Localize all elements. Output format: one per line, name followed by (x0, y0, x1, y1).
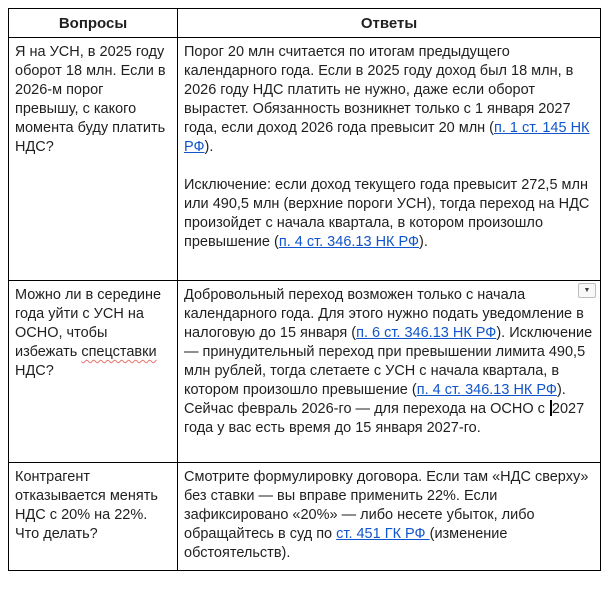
column-header-answers: Ответы (178, 9, 601, 38)
question-text-part: Можно ли в середине года уйти с УСН на ОСНО, чтобы избежать (15, 287, 162, 360)
answer-text: ). (419, 234, 428, 250)
answer-cell[interactable] (178, 463, 601, 571)
question-cell[interactable] (9, 463, 178, 571)
question-text-part: НДС? (15, 363, 54, 379)
answer-cell[interactable] (178, 281, 601, 463)
law-link-p6-st346[interactable]: п. 6 ст. 346.13 НК РФ (356, 325, 497, 341)
answer-text: 2027 года у вас есть время до 15 января 2027-го. (184, 401, 585, 436)
faq-table (8, 8, 601, 571)
misspelled-word: спецставки (81, 344, 157, 360)
law-link-p1-st145[interactable]: п. 1 ст. 145 НК РФ (184, 120, 590, 155)
question-text (15, 286, 170, 381)
law-link-p4-st346[interactable]: п. 4 ст. 346.13 НК РФ (278, 234, 420, 250)
question-text: Я на УСН, в 2025 году оборот 18 млн. Если в 2026-м порог превышу, с какого момента буду платить НДС? (15, 44, 166, 155)
header-row (9, 9, 601, 38)
answer-paragraph (184, 286, 593, 438)
answer-text: ). Сейчас февраль 2026-го — для перехода на ОСНО с (184, 382, 566, 417)
table-row (9, 281, 601, 463)
answer-paragraph (184, 468, 593, 563)
answer-paragraph (184, 176, 593, 252)
answer-text: Порог 20 млн считается по итогам предыдущего календарного года. Если в 2025 году доход был 18 млн, в 2026 году НДС платить не нужно, даже если оборот вырастет. Обязанность возникнет только с 1 января 2027 года, если доход 2026 года превысит 20 млн ( (184, 44, 574, 136)
column-header-questions: Вопросы (9, 9, 178, 38)
answer-text: (изменение обстоятельств). (184, 526, 508, 561)
question-cell[interactable] (9, 281, 178, 463)
answer-text: Исключение: если доход текущего года превысит 272,5 млн или 490,5 млн (верхние пороги УСН), тогда переход на НДС произойдет с начала квартала, в котором произошло превышение ( (184, 177, 590, 250)
answer-paragraph (184, 43, 593, 157)
answer-cell[interactable] (178, 38, 601, 281)
question-text: Контрагент отказывается менять НДС с 20% на 22%. Что делать? (15, 469, 158, 542)
table-row (9, 463, 601, 571)
answer-text: ). (204, 139, 214, 155)
question-cell[interactable] (9, 38, 178, 281)
law-link-p4-st346[interactable]: п. 4 ст. 346.13 НК РФ (416, 382, 557, 398)
answer-text: Смотрите формулировку договора. Если там «НДС сверху» без ставки — вы вправе применить 22%. Если зафиксировано «20%» — либо несете убыток, либо обращайтесь в суд по (184, 469, 589, 542)
answer-text: ). Исключение — принудительный переход при превышении лимита 490,5 млн рублей, тогда слетаете с УСН с начала квартала, в котором произошло превышение ( (184, 325, 593, 398)
dropdown-arrow-button[interactable] (578, 283, 596, 298)
triangle-down-icon: ▼ (583, 287, 591, 294)
answer-text: Добровольный переход возможен только с начала календарного года. Для этого нужно подать уведомление в налоговую до 15 января ( (184, 287, 584, 341)
table-row (9, 38, 601, 281)
law-link-st451-gk[interactable]: ст. 451 ГК РФ (336, 526, 430, 542)
